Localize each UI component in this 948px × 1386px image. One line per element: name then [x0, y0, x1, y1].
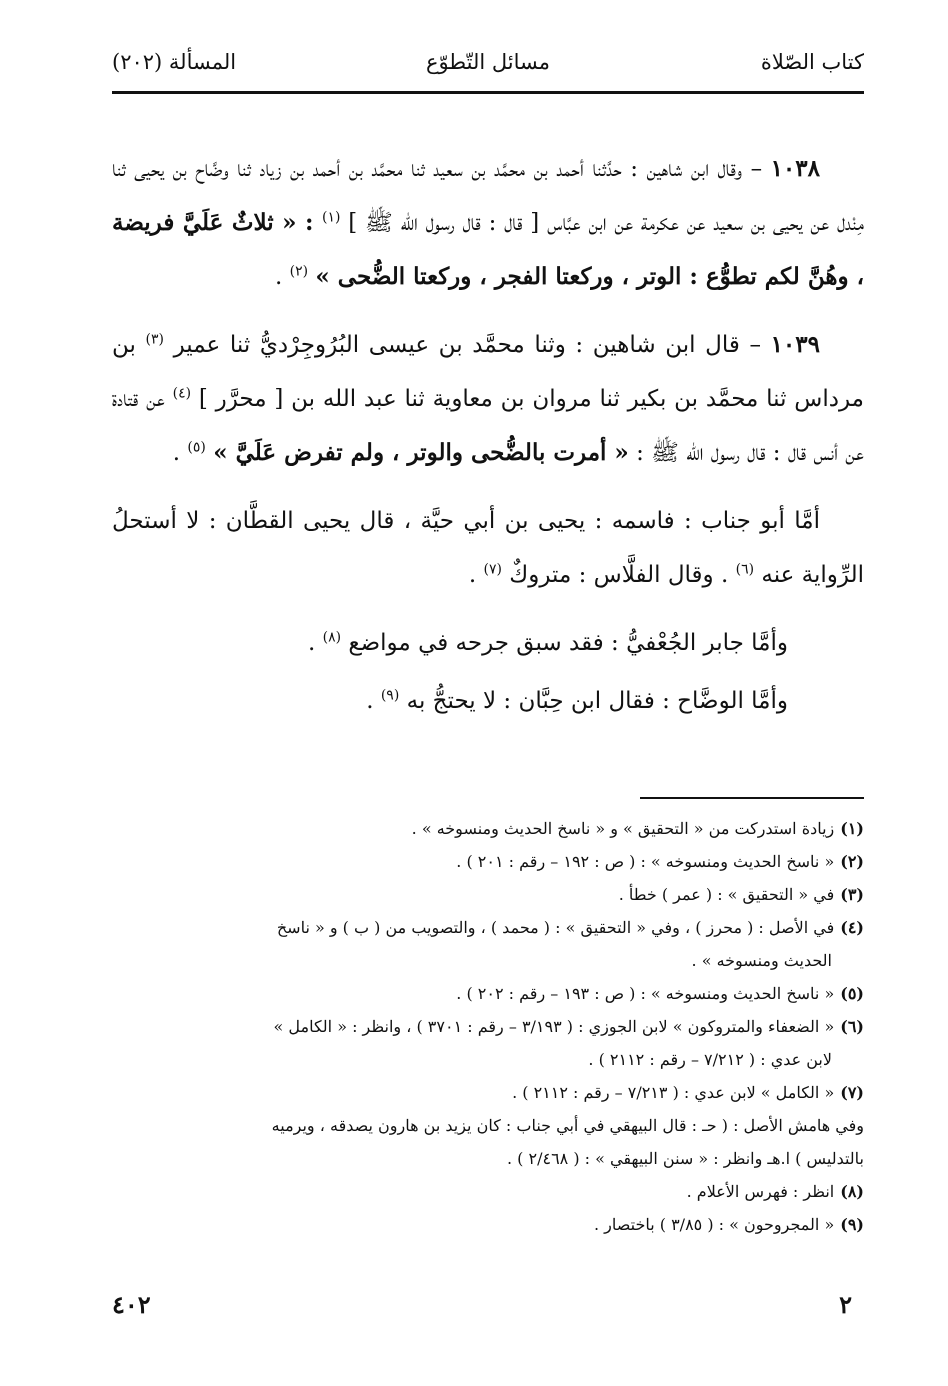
book-title: كتاب الصّلاة [760, 50, 864, 74]
entry-text: – قال ابن شاهين : وثنا محمَّد بن عيسى البُرُوجِرْديُّ ثنا عمير [173, 332, 771, 358]
footnote-6: (٦)« الضعفاء والمتروكون » لابن الجوزي : ( ٣/١٩٣ – رقم : ٣٧٠١ ) ، وانظر : « الكامل » لابن عدي : ( ٧/٢١٢ – رقم : ٢١١٢ ) . [273, 1017, 864, 1069]
footnote-ref[interactable]: (٧) [483, 561, 502, 578]
footnote-4: (٤)في الأصل : ( محرز ) ، وفي « التحقيق » : ( محمد ) ، والتصويب من ( ب ) و « ناسخ الحديث ومنسوخه » . [276, 918, 864, 970]
hadith-quote: : « ثلاثٌ عَلَيَّ فريضة ، وهُنَّ لكم تطوُّع : الوتر ، وركعتا الفجر ، وركعتا الضُّحى » [112, 209, 864, 290]
section-title: مسائل التّطوّع [426, 50, 550, 74]
footnote-2: (٢)« ناسخ الحديث ومنسوخه » : ( ص : ١٩٢ – رقم : ٢٠١ ) . [456, 852, 864, 871]
paragraph-text: وأمَّا الوضَّاح : فقال ابن حِبَّان : لا يحتجُّ به [406, 688, 788, 714]
footnote-ref[interactable]: (١) [322, 209, 341, 226]
page-number: ٤٠٢ [112, 1290, 151, 1319]
hadith-entry-1038 [112, 142, 864, 304]
entry-number: ١٠٣٨ [770, 155, 820, 182]
footnote-9: (٩)« المجروحون » : ( ٣/٨٥ ) باختصار . [593, 1215, 864, 1234]
paragraph-end: . [366, 688, 381, 714]
entry-end: . [172, 440, 188, 466]
footnote-ref[interactable]: (٨) [322, 629, 342, 646]
footnote-7: (٧)« الكامل » لابن عدي : ( ٧/٢١٣ – رقم : ٢١١٢ ) . [512, 1083, 864, 1102]
running-header [112, 50, 864, 86]
footnote-ref[interactable]: (٦) [735, 561, 755, 578]
footnote-ref[interactable]: (٥) [187, 439, 206, 456]
footnote-ref[interactable]: (٩) [380, 687, 400, 704]
entry-text: عن قتادة عن أنس قال : قال رسول الله ﷺ : [112, 386, 864, 466]
footnote-3: (٣)في « التحقيق » : ( عمر ) خطأ . [618, 885, 864, 904]
paragraph-text: وأمَّا جابر الجُعْفيُّ : فقد سبق جرحه في مواضع [348, 630, 788, 656]
footnote-ref[interactable]: (٣) [145, 331, 164, 348]
main-text [112, 142, 864, 732]
footnote-separator [640, 797, 864, 799]
paragraph-end: . [307, 630, 323, 656]
footnote-ref[interactable]: (٤) [172, 385, 192, 402]
entry-end: . [275, 264, 290, 290]
issue-label: المسألة (٢٠٢) [112, 50, 237, 74]
page-footer [112, 1290, 864, 1326]
footnotes [112, 812, 864, 1241]
entry-text: بن مرداس ثنا محمَّد بن بكير ثنا مروان بن معاوية ثنا عبد الله بن [ محرَّر ] [112, 332, 864, 412]
volume-number: ٢ [839, 1290, 852, 1319]
hadith-quote: « أمرت بالضُّحى والوتر ، ولم تفرض عَلَيَّ » [213, 439, 629, 466]
narrator-note-abu-jinab [112, 494, 864, 602]
paragraph-text: أمَّا أبو جناب : فاسمه : يحيى بن أبي حيَّة ، قال يحيى القطَّان : لا أستحلُ الرِّواية عنه [112, 508, 864, 588]
footnote-7-margin-note: وفي هامش الأصل : ( حـ : قال البيهقي في أبي جناب : كان يزيد بن هارون يصدقه ، ويرميه بالتدليس ) ا.هـ وانظر : « سنن البيهقي » : ( ٢/٤٦٨ ) . [271, 1116, 864, 1168]
footnote-5: (٥)« ناسخ الحديث ومنسوخه » : ( ص : ١٩٣ – رقم : ٢٠٢ ) . [456, 984, 864, 1003]
entry-text: – وقال ابن شاهين : حدَّثنا أحمد بن محمَّد بن سعيد ثنا محمَّد بن أحمد بن زياد ثنا وضَّاح بن يحيى ثنا مِنْدل عن يحيى بن سعيد عن عكرمة عن ابن عبَّاس [ قال : قال رسول الله ﷺ ] [112, 156, 864, 236]
header-rule [112, 91, 864, 94]
narrator-note-jabir [112, 616, 864, 670]
footnote-ref[interactable]: (٢) [289, 263, 309, 280]
hadith-entry-1039 [112, 318, 864, 480]
paragraph-text: . وقال الفلَّاس : متروكٌ [509, 562, 736, 588]
footnote-1: (١)زيادة استدركت من « التحقيق » و « ناسخ الحديث ومنسوخه » . [411, 819, 864, 838]
entry-number: ١٠٣٩ [770, 331, 820, 358]
narrator-note-waddah [112, 674, 864, 728]
footnote-8: (٨)انظر : فهرس الأعلام . [686, 1182, 864, 1201]
paragraph-end: . [468, 562, 484, 588]
